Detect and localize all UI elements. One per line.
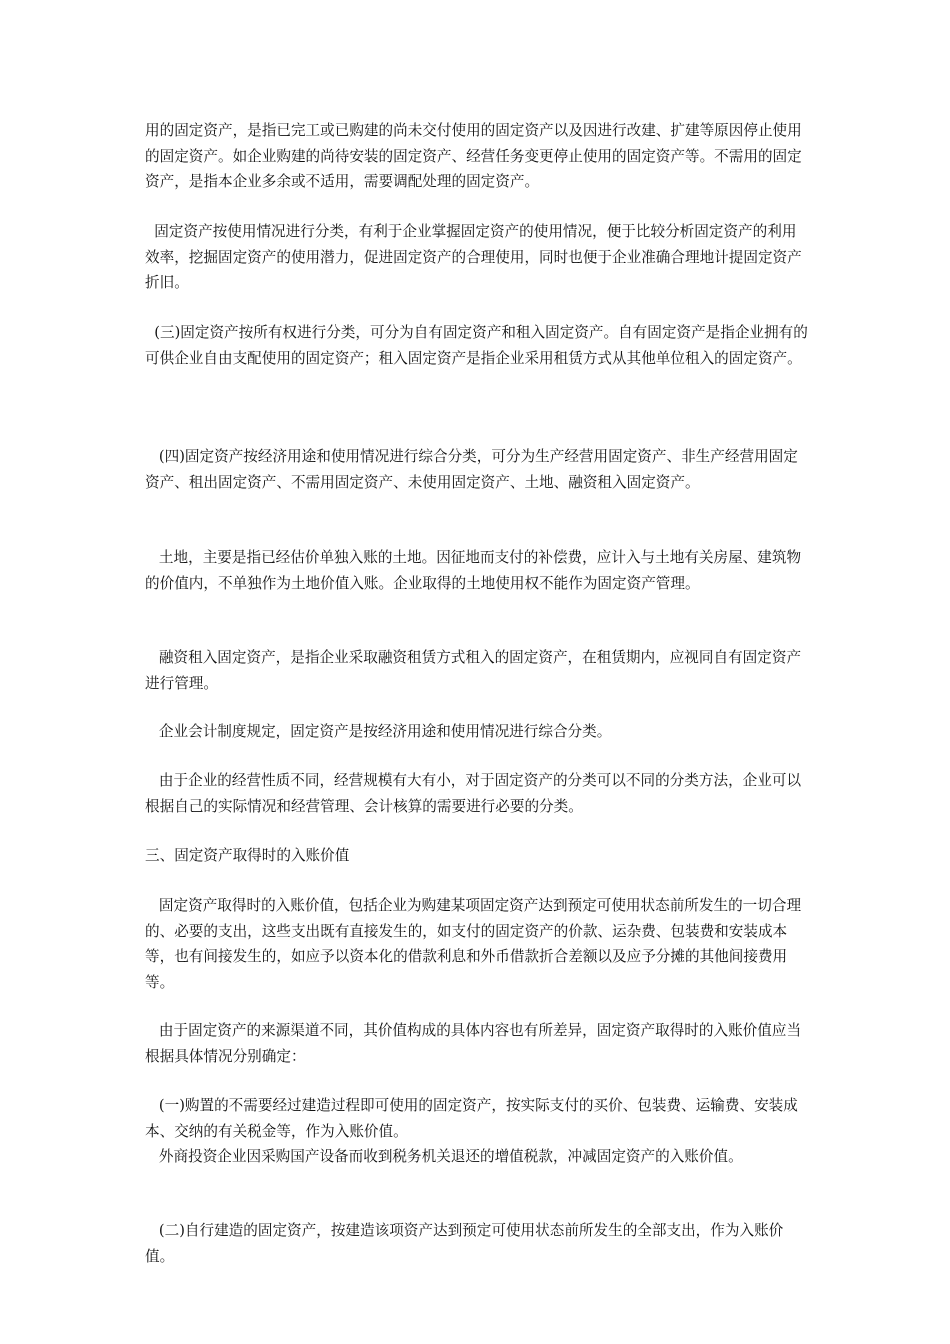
paragraph-source-channels: 由于固定资产的来源渠道不同，其价值构成的具体内容也有所差异，固定资产取得时的入账价值应当根据具体情况分别确定： [145,1022,802,1065]
paragraph-finance-lease: 融资租入固定资产，是指企业采取融资租赁方式租入的固定资产，在租赁期内，应视同自有固定资产进行管理。 [145,649,802,692]
paragraph-classification-methods: 由于企业的经营性质不同，经营规模有大有小，对于固定资产的分类可以不同的分类方法，企业可以根据自己的实际情况和经营管理、会计核算的需要进行必要的分类。 [145,772,802,815]
paragraph-self-built-assets: (二)自行建造的固定资产，按建造该项资产达到预定可使用状态前所发生的全部支出，作为入账价值。 [145,1222,784,1265]
paragraph-usage-classification: 固定资产按使用情况进行分类，有利于企业掌握固定资产的使用情况，便于比较分析固定资产的利用效率，挖掘固定资产的使用潜力，促进固定资产的合理使用，同时也便于企业准确合理地计提固定资产折旧。 [145,223,802,291]
paragraph-land: 土地，主要是指已经估价单独入账的土地。因征地而支付的补偿费，应计入与土地有关房屋、建筑物的价值内，不单独作为土地价值入账。企业取得的土地使用权不能作为固定资产管理。 [145,549,802,592]
paragraph-ownership-classification: (三)固定资产按所有权进行分类，可分为自有固定资产和租入固定资产。自有固定资产是指企业拥有的可供企业自由支配使用的固定资产；租入固定资产是指企业采用租赁方式从其他单位租入的固定资产。 [145,324,808,367]
section-heading-initial-value: 三、固定资产取得时的入账价值 [145,847,350,864]
paragraph-unused-assets: 用的固定资产，是指已完工或已购建的尚未交付使用的固定资产以及因进行改建、扩建等原因停止使用的固定资产。如企业购建的尚待安装的固定资产、经营任务变更停止使用的固定资产等。不需用的固定资产，是指本企业多余或不适用，需要调配处理的固定资产。 [145,122,802,190]
paragraph-vat-refund: 外商投资企业因采购国产设备而收到税务机关退还的增值税款，冲减固定资产的入账价值。 [145,1148,743,1165]
paragraph-combined-classification: (四)固定资产按经济用途和使用情况进行综合分类，可分为生产经营用固定资产、非生产经营用固定资产、租出固定资产、不需用固定资产、未使用固定资产、土地、融资租入固定资产。 [145,448,798,491]
paragraph-accounting-rule: 企业会计制度规定，固定资产是按经济用途和使用情况进行综合分类。 [145,723,612,740]
paragraph-purchased-assets: (一)购置的不需要经过建造过程即可使用的固定资产，按实际支付的买价、包装费、运输费、安装成本、交纳的有关税金等，作为入账价值。 [145,1097,798,1140]
paragraph-initial-value-definition: 固定资产取得时的入账价值，包括企业为购建某项固定资产达到预定可使用状态前所发生的一切合理的、必要的支出，这些支出既有直接发生的，如支付的固定资产的价款、运杂费、包装费和安装成本等，也有间接发生的，如应予以资本化的借款利息和外币借款折合差额以及应予分摊的其他间接费用等。 [145,897,802,991]
